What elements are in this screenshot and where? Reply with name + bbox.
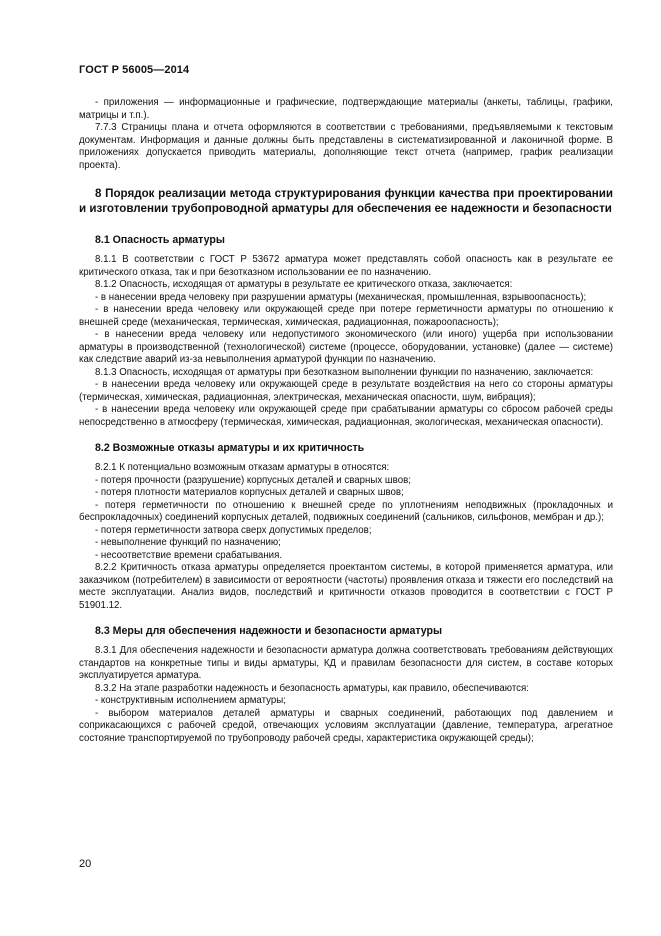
section-8-heading: 8 Порядок реализации метода структурирования функции качества при проектировании и изготовлении трубопроводной арматуры для обеспечения ее надежности и безопасности [79, 187, 613, 215]
intro-paragraph: 7.7.3 Страницы плана и отчета оформляются в соответствии с требованиями, предъявляемыми к текстовым документам. Информация и данные должны быть представлены в систематизированной и лаконичной форме. В приложениях допускается приводить материалы, дополняющие текст отчета (например, график реализации проекта). [79, 122, 613, 171]
list-item: - в нанесении вреда человеку или окружающей среде в результате воздействия на него со стороны арматуры (термическая, химическая, радиационная, электрическая, механическая опасности, шум, вибрация); [79, 379, 613, 403]
list-item: - невыполнение функций по назначению; [95, 537, 281, 548]
page-number: 20 [79, 858, 92, 870]
list-item: - в нанесении вреда человеку или окружающей среде при срабатывании арматуры со сбросом рабочей среды непосредственно в атмосферу (термическая, химическая, радиационная, экологическая, механическая опасности). [79, 404, 613, 428]
paragraph: 8.3.2 На этапе разработки надежность и безопасность арматуры, как правило, обеспечиваются: [95, 682, 529, 694]
document-body [79, 97, 613, 745]
list-item: - несоответствие времени срабатывания. [95, 549, 283, 561]
list-item: - в нанесении вреда человеку или недопустимого экономического (или иного) ущерба при использовании арматуры в производственной (технологической) системе (процессе, оборудовании, установке) (далее — системе) как следствие аварий из-за невыполнения арматурой функции по назначению. [79, 329, 613, 365]
list-item: - выбором материалов деталей арматуры и сварных соединений, работающих под давлением и соприкасающихся с рабочей средой, отвечающих условиям эксплуатации (давление, температура, агрегатное состояние транспортируемой по трубопроводу рабочей среды, характеристика окружающей среды); [79, 707, 613, 744]
list-item: - в нанесении вреда человеку при разрушении арматуры (механическая, промышленная, взрывоопасность); [95, 291, 587, 303]
paragraph: 8.2.2 Критичность отказа арматуры определяется проектантом системы, в которой применяется арматура, или заказчиком (потребителем) в зависимости от вероятности (частоты) проявления отказа и тяжести его последствий на месте эксплуатации. Анализ видов, последствий и критичности отказов проводится в соответствии с ГОСТ Р 51901.12. [79, 562, 613, 611]
list-item: - потеря прочности (разрушение) корпусных деталей и сварных швов; [95, 474, 411, 486]
paragraph: 8.2.1 К потенциально возможным отказам арматуры в относятся: [95, 462, 390, 473]
section-8-1-heading: 8.1 Опасность арматуры [95, 234, 225, 246]
paragraph: 8.3.1 Для обеспечения надежности и безопасности арматура должна соответствовать требованиям действующих стандартов на конкретные типы и виды арматуры, КД и правилам безопасности для систем, в составе которых эксплуатируется арматура. [79, 645, 613, 681]
section-8-3-heading: 8.3 Меры для обеспечения надежности и безопасности арматуры [95, 625, 443, 637]
paragraph: 8.1.1 В соответствии с ГОСТ Р 53672 арматура может представлять собой опасность как в результате ее критического отказа, так и при безотказном использовании ее по назначению. [79, 254, 613, 278]
paragraph: 8.1.2 Опасность, исходящая от арматуры в результате ее критического отказа, заключается: [95, 279, 513, 290]
document-header: ГОСТ Р 56005—2014 [79, 64, 190, 76]
list-item: - потеря герметичности затвора сверх допустимых пределов; [95, 524, 372, 536]
list-item: - потеря плотности материалов корпусных деталей и сварных швов; [95, 487, 404, 498]
paragraph: 8.1.3 Опасность, исходящая от арматуры при безотказном выполнении функции по назначению, заключается: [95, 366, 594, 378]
list-item: - конструктивным исполнением арматуры; [95, 695, 286, 706]
intro-paragraph: - приложения — информационные и графические, подтверждающие материалы (анкеты, таблицы, графики, матрицы и т.п.). [79, 97, 613, 121]
list-item: - в нанесении вреда человеку или окружающей среде при потере герметичности арматуры по отношению к внешней среде (механическая, термическая, химическая, радиационная, пожароопасность); [79, 304, 613, 328]
section-8-2-heading: 8.2 Возможные отказы арматуры и их критичность [95, 442, 365, 454]
list-item: - потеря герметичности по отношению к внешней среде по уплотнениям неподвижных (прокладочных и беспрокладочных) соединений корпусных деталей, подвижных соединений (сальников, сильфонов, мембран и др.); [79, 499, 613, 523]
